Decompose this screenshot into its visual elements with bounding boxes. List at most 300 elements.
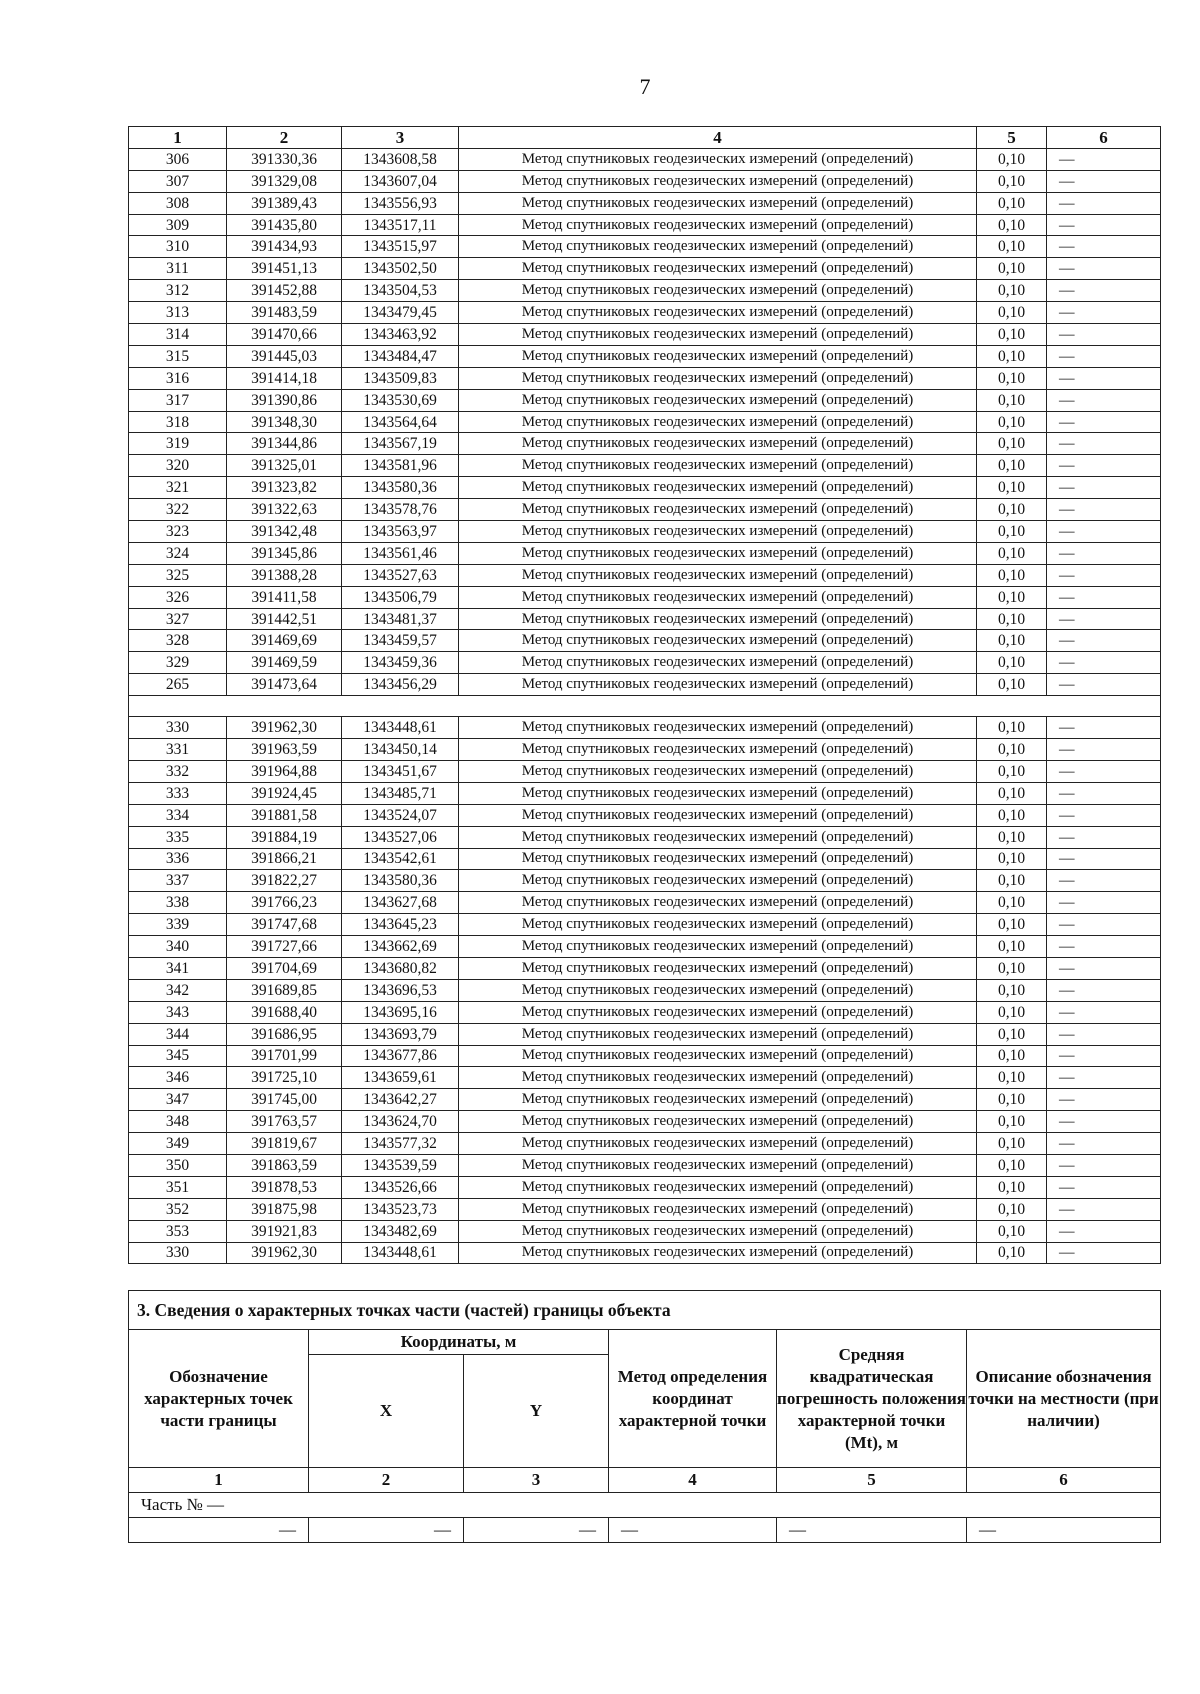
point-number: 340 [129,936,227,958]
method-cell: Метод спутниковых геодезических измерений (определений) [459,739,977,761]
method-cell: Метод спутниковых геодезических измерений (определений) [459,542,977,564]
y-coordinate: 1343479,45 [342,302,459,324]
table-row [129,1067,1161,1089]
table-row [129,914,1161,936]
table-row [129,608,1161,630]
point-number: 313 [129,302,227,324]
description-cell: — [1047,214,1161,236]
method-cell: Метод спутниковых геодезических измерений (определений) [459,674,977,696]
x-coordinate: 391342,48 [227,521,342,543]
method-cell: Метод спутниковых геодезических измерений (определений) [459,717,977,739]
method-cell: Метод спутниковых геодезических измерений (определений) [459,280,977,302]
y-coordinate: 1343693,79 [342,1023,459,1045]
table-row [129,411,1161,433]
x-coordinate: 391344,86 [227,433,342,455]
table-row [129,782,1161,804]
accuracy-cell: 0,10 [977,389,1047,411]
x-coordinate: 391469,59 [227,652,342,674]
table-row [129,433,1161,455]
x-coordinate: 391473,64 [227,674,342,696]
column-header: 4 [459,127,977,149]
description-cell: — [1047,258,1161,280]
x-coordinate: 391884,19 [227,826,342,848]
point-number: 322 [129,499,227,521]
x-coordinate: 391878,53 [227,1176,342,1198]
y-coordinate: 1343608,58 [342,148,459,170]
y-coordinate: 1343580,36 [342,477,459,499]
point-number: 344 [129,1023,227,1045]
description-cell: — [1047,870,1161,892]
x-coordinate: 391686,95 [227,1023,342,1045]
x-coordinate: 391962,30 [227,717,342,739]
table-row [129,1133,1161,1155]
point-number: 307 [129,170,227,192]
point-number: 319 [129,433,227,455]
accuracy-cell: 0,10 [977,1198,1047,1220]
method-cell: Метод спутниковых геодезических измерений (определений) [459,892,977,914]
table-row [129,1220,1161,1242]
y-coordinate: 1343539,59 [342,1154,459,1176]
table-row [129,1176,1161,1198]
point-number: 312 [129,280,227,302]
table-row [129,345,1161,367]
description-cell: — [1047,1220,1161,1242]
y-coordinate: 1343484,47 [342,345,459,367]
description-cell: — [1047,936,1161,958]
description-cell: — [1047,717,1161,739]
method-cell: Метод спутниковых геодезических измерений (определений) [459,411,977,433]
description-cell: — [1047,1001,1161,1023]
description-cell: — [1047,1198,1161,1220]
column-number: 4 [609,1468,777,1493]
point-number: 329 [129,652,227,674]
point-number: 330 [129,717,227,739]
table-row [129,477,1161,499]
separator-cell [129,696,1161,717]
point-number: 330 [129,1242,227,1264]
y-coordinate: 1343527,63 [342,564,459,586]
x-coordinate: 391330,36 [227,148,342,170]
table-row [129,280,1161,302]
method-cell: Метод спутниковых геодезических измерений (определений) [459,826,977,848]
method-cell: Метод спутниковых геодезических измерений (определений) [459,1176,977,1198]
y-coordinate: 1343527,06 [342,826,459,848]
description-cell: — [1047,1045,1161,1067]
y-coordinate: 1343509,83 [342,367,459,389]
accuracy-cell: 0,10 [977,717,1047,739]
empty-dash: — [464,1518,609,1543]
x-coordinate: 391881,58 [227,804,342,826]
empty-dash: — [309,1518,464,1543]
y-coordinate: 1343448,61 [342,717,459,739]
y-coordinate: 1343459,57 [342,630,459,652]
x-coordinate: 391964,88 [227,760,342,782]
table-row [129,586,1161,608]
y-coordinate: 1343506,79 [342,586,459,608]
section3-number-row [129,1468,1161,1493]
table-row [129,214,1161,236]
x-coordinate: 391325,01 [227,455,342,477]
description-cell: — [1047,1111,1161,1133]
accuracy-cell: 0,10 [977,804,1047,826]
x-coordinate: 391863,59 [227,1154,342,1176]
accuracy-cell: 0,10 [977,1001,1047,1023]
x-coordinate: 391414,18 [227,367,342,389]
column-header: 2 [227,127,342,149]
table-row [129,302,1161,324]
method-cell: Метод спутниковых геодезических измерений (определений) [459,564,977,586]
table-row [129,389,1161,411]
point-number: 347 [129,1089,227,1111]
y-coordinate: 1343556,93 [342,192,459,214]
table-row [129,1045,1161,1067]
accuracy-cell: 0,10 [977,914,1047,936]
description-cell: — [1047,957,1161,979]
description-cell: — [1047,652,1161,674]
table-row [129,1198,1161,1220]
x-coordinate: 391727,66 [227,936,342,958]
description-cell: — [1047,236,1161,258]
description-cell: — [1047,914,1161,936]
table-row [129,258,1161,280]
method-cell: Метод спутниковых геодезических измерений (определений) [459,192,977,214]
y-coordinate: 1343642,27 [342,1089,459,1111]
description-cell: — [1047,1154,1161,1176]
header-coordinates: Координаты, м [309,1330,609,1355]
accuracy-cell: 0,10 [977,848,1047,870]
table-row [129,1001,1161,1023]
method-cell: Метод спутниковых геодезических измерений (определений) [459,324,977,346]
y-coordinate: 1343524,07 [342,804,459,826]
table-header-row [129,127,1161,149]
description-cell: — [1047,455,1161,477]
description-cell: — [1047,170,1161,192]
point-number: 342 [129,979,227,1001]
table-row [129,630,1161,652]
accuracy-cell: 0,10 [977,1154,1047,1176]
point-number: 337 [129,870,227,892]
accuracy-cell: 0,10 [977,148,1047,170]
accuracy-cell: 0,10 [977,870,1047,892]
y-coordinate: 1343456,29 [342,674,459,696]
method-cell: Метод спутниковых геодезических измерений (определений) [459,914,977,936]
point-number: 310 [129,236,227,258]
accuracy-cell: 0,10 [977,1220,1047,1242]
table-row [129,564,1161,586]
method-cell: Метод спутниковых геодезических измерений (определений) [459,979,977,1001]
y-coordinate: 1343542,61 [342,848,459,870]
description-cell: — [1047,192,1161,214]
y-coordinate: 1343515,97 [342,236,459,258]
description-cell: — [1047,542,1161,564]
method-cell: Метод спутниковых геодезических измерений (определений) [459,870,977,892]
point-number: 334 [129,804,227,826]
x-coordinate: 391411,58 [227,586,342,608]
table-row [129,1242,1161,1264]
accuracy-cell: 0,10 [977,826,1047,848]
point-number: 311 [129,258,227,280]
point-number: 336 [129,848,227,870]
method-cell: Метод спутниковых геодезических измерений (определений) [459,1154,977,1176]
column-number: 1 [129,1468,309,1493]
accuracy-cell: 0,10 [977,1045,1047,1067]
separator-row [129,696,1161,717]
header-x: X [309,1355,464,1468]
x-coordinate: 391745,00 [227,1089,342,1111]
header-accuracy: Средняя квадратическая погрешность положения характерной точки (Mt), м [777,1330,967,1468]
description-cell: — [1047,148,1161,170]
method-cell: Метод спутниковых геодезических измерений (определений) [459,1198,977,1220]
method-cell: Метод спутниковых геодезических измерений (определений) [459,1045,977,1067]
method-cell: Метод спутниковых геодезических измерений (определений) [459,652,977,674]
description-cell: — [1047,1023,1161,1045]
x-coordinate: 391451,13 [227,258,342,280]
accuracy-cell: 0,10 [977,1176,1047,1198]
x-coordinate: 391345,86 [227,542,342,564]
description-cell: — [1047,367,1161,389]
description-cell: — [1047,345,1161,367]
x-coordinate: 391963,59 [227,739,342,761]
accuracy-cell: 0,10 [977,674,1047,696]
method-cell: Метод спутниковых геодезических измерений (определений) [459,1089,977,1111]
y-coordinate: 1343659,61 [342,1067,459,1089]
y-coordinate: 1343561,46 [342,542,459,564]
empty-dash: — [129,1518,309,1543]
accuracy-cell: 0,10 [977,345,1047,367]
y-coordinate: 1343607,04 [342,170,459,192]
description-cell: — [1047,739,1161,761]
method-cell: Метод спутниковых геодезических измерений (определений) [459,760,977,782]
section3-title: 3. Сведения о характерных точках части (частей) границы объекта [129,1291,1161,1330]
table-row [129,804,1161,826]
table-row [129,192,1161,214]
accuracy-cell: 0,10 [977,1023,1047,1045]
column-header: 1 [129,127,227,149]
accuracy-cell: 0,10 [977,1067,1047,1089]
accuracy-cell: 0,10 [977,521,1047,543]
section3-table [128,1290,1161,1543]
point-number: 348 [129,1111,227,1133]
header-y: Y [464,1355,609,1468]
table-row [129,870,1161,892]
x-coordinate: 391701,99 [227,1045,342,1067]
x-coordinate: 391388,28 [227,564,342,586]
x-coordinate: 391323,82 [227,477,342,499]
accuracy-cell: 0,10 [977,652,1047,674]
accuracy-cell: 0,10 [977,324,1047,346]
table-row [129,1154,1161,1176]
accuracy-cell: 0,10 [977,739,1047,761]
header-method: Метод определения координат характерной точки [609,1330,777,1468]
accuracy-cell: 0,10 [977,1242,1047,1264]
description-cell: — [1047,848,1161,870]
point-number: 331 [129,739,227,761]
description-cell: — [1047,892,1161,914]
point-number: 346 [129,1067,227,1089]
method-cell: Метод спутниковых геодезических измерений (определений) [459,367,977,389]
empty-dash: — [777,1518,967,1543]
y-coordinate: 1343459,36 [342,652,459,674]
description-cell: — [1047,1089,1161,1111]
accuracy-cell: 0,10 [977,936,1047,958]
point-number: 339 [129,914,227,936]
accuracy-cell: 0,10 [977,892,1047,914]
accuracy-cell: 0,10 [977,542,1047,564]
method-cell: Метод спутниковых геодезических измерений (определений) [459,782,977,804]
header-point-designation: Обозначение характерных точек части границы [129,1330,309,1468]
y-coordinate: 1343485,71 [342,782,459,804]
y-coordinate: 1343563,97 [342,521,459,543]
table-row [129,739,1161,761]
table-row [129,760,1161,782]
point-number: 316 [129,367,227,389]
description-cell: — [1047,674,1161,696]
x-coordinate: 391766,23 [227,892,342,914]
table-row [129,542,1161,564]
x-coordinate: 391390,86 [227,389,342,411]
accuracy-cell: 0,10 [977,302,1047,324]
table-row [129,652,1161,674]
point-number: 351 [129,1176,227,1198]
x-coordinate: 391442,51 [227,608,342,630]
point-number: 306 [129,148,227,170]
point-number: 308 [129,192,227,214]
method-cell: Метод спутниковых геодезических измерений (определений) [459,433,977,455]
y-coordinate: 1343502,50 [342,258,459,280]
y-coordinate: 1343677,86 [342,1045,459,1067]
point-number: 352 [129,1198,227,1220]
table-row [129,1023,1161,1045]
description-cell: — [1047,433,1161,455]
x-coordinate: 391921,83 [227,1220,342,1242]
accuracy-cell: 0,10 [977,455,1047,477]
table-row [129,936,1161,958]
point-number: 341 [129,957,227,979]
x-coordinate: 391689,85 [227,979,342,1001]
description-cell: — [1047,979,1161,1001]
method-cell: Метод спутниковых геодезических измерений (определений) [459,804,977,826]
point-number: 338 [129,892,227,914]
description-cell: — [1047,1067,1161,1089]
column-number: 5 [777,1468,967,1493]
method-cell: Метод спутниковых геодезических измерений (определений) [459,499,977,521]
column-number: 3 [464,1468,609,1493]
accuracy-cell: 0,10 [977,236,1047,258]
y-coordinate: 1343448,61 [342,1242,459,1264]
y-coordinate: 1343624,70 [342,1111,459,1133]
accuracy-cell: 0,10 [977,499,1047,521]
y-coordinate: 1343627,68 [342,892,459,914]
description-cell: — [1047,389,1161,411]
x-coordinate: 391924,45 [227,782,342,804]
accuracy-cell: 0,10 [977,411,1047,433]
accuracy-cell: 0,10 [977,280,1047,302]
description-cell: — [1047,760,1161,782]
table-row [129,236,1161,258]
method-cell: Метод спутниковых геодезических измерений (определений) [459,170,977,192]
description-cell: — [1047,1176,1161,1198]
y-coordinate: 1343645,23 [342,914,459,936]
coordinates-table [128,126,1161,1264]
point-number: 323 [129,521,227,543]
table-row [129,499,1161,521]
point-number: 328 [129,630,227,652]
point-number: 317 [129,389,227,411]
description-cell: — [1047,302,1161,324]
x-coordinate: 391452,88 [227,280,342,302]
y-coordinate: 1343530,69 [342,389,459,411]
description-cell: — [1047,608,1161,630]
description-cell: — [1047,324,1161,346]
x-coordinate: 391819,67 [227,1133,342,1155]
x-coordinate: 391483,59 [227,302,342,324]
method-cell: Метод спутниковых геодезических измерений (определений) [459,1111,977,1133]
method-cell: Метод спутниковых геодезических измерений (определений) [459,455,977,477]
description-cell: — [1047,564,1161,586]
x-coordinate: 391348,30 [227,411,342,433]
x-coordinate: 391322,63 [227,499,342,521]
accuracy-cell: 0,10 [977,258,1047,280]
point-number: 314 [129,324,227,346]
y-coordinate: 1343564,64 [342,411,459,433]
point-number: 309 [129,214,227,236]
method-cell: Метод спутниковых геодезических измерений (определений) [459,214,977,236]
point-number: 326 [129,586,227,608]
method-cell: Метод спутниковых геодезических измерений (определений) [459,258,977,280]
point-number: 325 [129,564,227,586]
description-cell: — [1047,586,1161,608]
y-coordinate: 1343577,32 [342,1133,459,1155]
table-row [129,674,1161,696]
column-header: 3 [342,127,459,149]
part-label: Часть № — [129,1493,1161,1518]
method-cell: Метод спутниковых геодезических измерений (определений) [459,1220,977,1242]
table-row [129,455,1161,477]
accuracy-cell: 0,10 [977,214,1047,236]
y-coordinate: 1343481,37 [342,608,459,630]
empty-dash: — [609,1518,777,1543]
accuracy-cell: 0,10 [977,1111,1047,1133]
method-cell: Метод спутниковых геодезических измерений (определений) [459,477,977,499]
accuracy-cell: 0,10 [977,477,1047,499]
table-row [129,957,1161,979]
table-row [129,848,1161,870]
x-coordinate: 391866,21 [227,848,342,870]
y-coordinate: 1343482,69 [342,1220,459,1242]
description-cell: — [1047,804,1161,826]
x-coordinate: 391445,03 [227,345,342,367]
table-row [129,170,1161,192]
y-coordinate: 1343581,96 [342,455,459,477]
y-coordinate: 1343662,69 [342,936,459,958]
x-coordinate: 391329,08 [227,170,342,192]
x-coordinate: 391470,66 [227,324,342,346]
y-coordinate: 1343526,66 [342,1176,459,1198]
section3-empty-row [129,1518,1161,1543]
table-row [129,324,1161,346]
description-cell: — [1047,411,1161,433]
description-cell: — [1047,1242,1161,1264]
accuracy-cell: 0,10 [977,586,1047,608]
column-number: 2 [309,1468,464,1493]
x-coordinate: 391469,69 [227,630,342,652]
point-number: 265 [129,674,227,696]
accuracy-cell: 0,10 [977,564,1047,586]
y-coordinate: 1343451,67 [342,760,459,782]
description-cell: — [1047,630,1161,652]
y-coordinate: 1343578,76 [342,499,459,521]
method-cell: Метод спутниковых геодезических измерений (определений) [459,630,977,652]
